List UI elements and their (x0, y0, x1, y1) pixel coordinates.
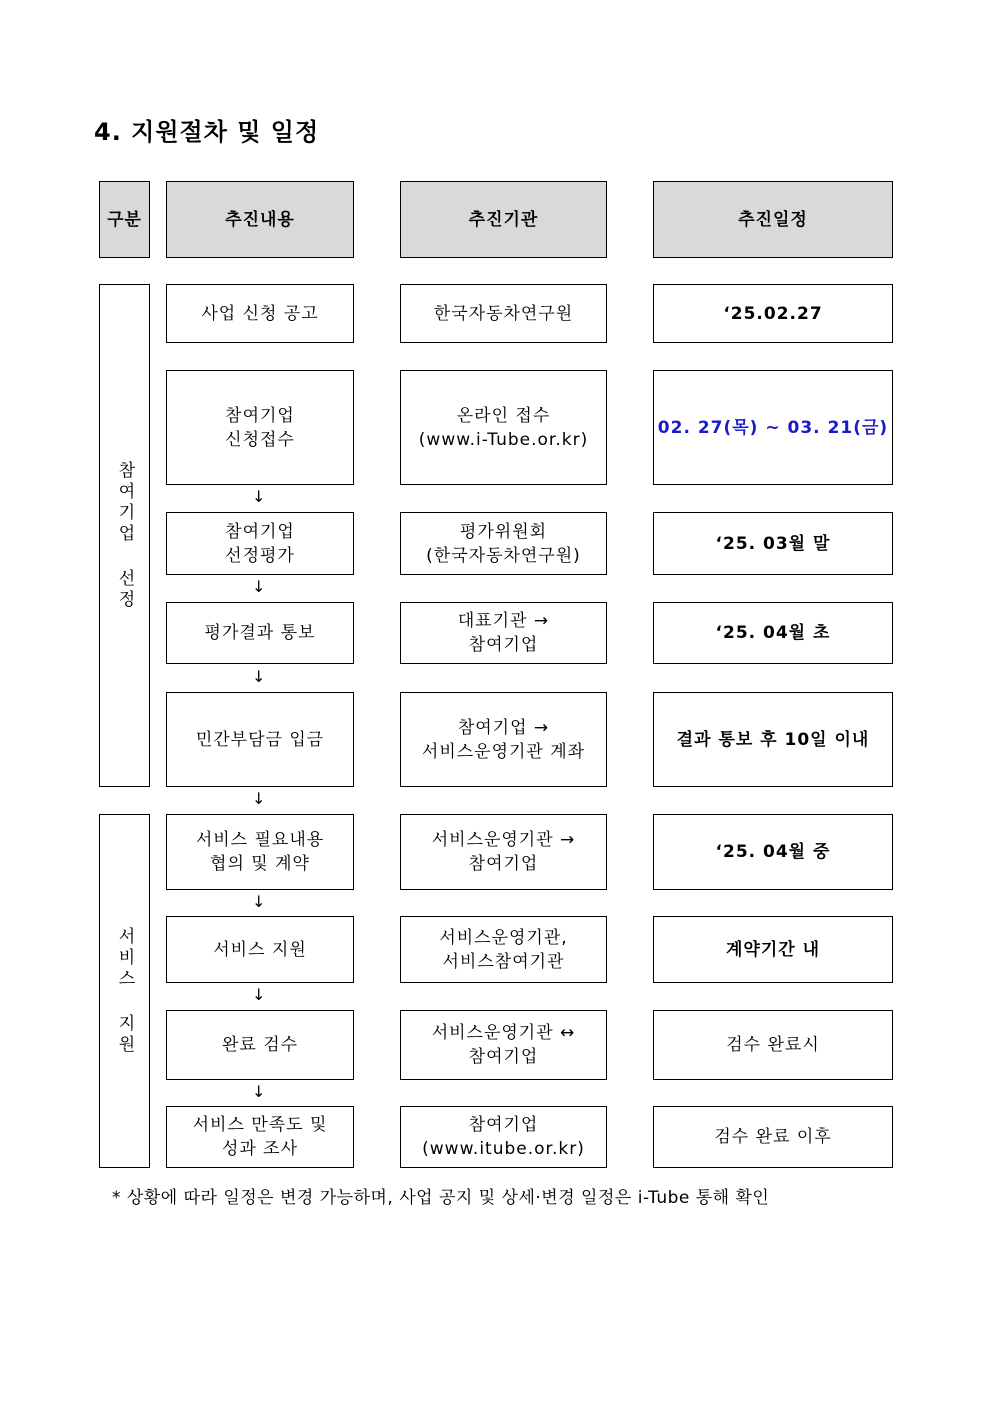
step-content: 사업 신청 공고 (166, 284, 354, 343)
step-content: 참여기업 신청접수 (166, 370, 354, 485)
step-schedule: 결과 통보 후 10일 이내 (653, 692, 893, 787)
step-schedule: 검수 완료시 (653, 1010, 893, 1080)
step-content: 민간부담금 입금 (166, 692, 354, 787)
header-schedule: 추진일정 (653, 181, 893, 258)
step-content: 완료 검수 (166, 1010, 354, 1080)
group-label: 참여기업 선정 (114, 460, 135, 611)
down-arrow-icon: ↓ (252, 487, 266, 506)
step-content: 평가결과 통보 (166, 602, 354, 664)
step-organization: 온라인 접수 (www.i-Tube.or.kr) (400, 370, 607, 485)
step-schedule: ‘25. 04월 중 (653, 814, 893, 890)
step-organization: 서비스운영기관, 서비스참여기관 (400, 916, 607, 983)
step-schedule: 02. 27(목) ~ 03. 21(금) (653, 370, 893, 485)
step-organization: 서비스운영기관 ↔ 참여기업 (400, 1010, 607, 1080)
step-organization: 참여기업 (www.itube.or.kr) (400, 1106, 607, 1168)
group-selection (99, 284, 150, 787)
step-organization: 한국자동차연구원 (400, 284, 607, 343)
step-schedule: ‘25. 03월 말 (653, 512, 893, 575)
step-schedule: 검수 완료 이후 (653, 1106, 893, 1168)
down-arrow-icon: ↓ (252, 985, 266, 1004)
step-schedule: ‘25. 04월 초 (653, 602, 893, 664)
group-service (99, 814, 150, 1168)
step-organization: 서비스운영기관 → 참여기업 (400, 814, 607, 890)
step-organization: 참여기업 → 서비스운영기관 계좌 (400, 692, 607, 787)
header-content: 추진내용 (166, 181, 354, 258)
step-organization: 대표기관 → 참여기업 (400, 602, 607, 664)
step-schedule: ‘25.02.27 (653, 284, 893, 343)
group-label: 서비스 지원 (114, 926, 135, 1056)
step-content: 서비스 지원 (166, 916, 354, 983)
step-content: 서비스 만족도 및 성과 조사 (166, 1106, 354, 1168)
down-arrow-icon: ↓ (252, 667, 266, 686)
header-category: 구분 (99, 181, 150, 258)
step-content: 참여기업 선정평가 (166, 512, 354, 575)
section-title: 4. 지원절차 및 일정 (94, 118, 320, 146)
down-arrow-icon: ↓ (252, 789, 266, 808)
step-content: 서비스 필요내용 협의 및 계약 (166, 814, 354, 890)
down-arrow-icon: ↓ (252, 577, 266, 596)
footnote: * 상황에 따라 일정은 변경 가능하며, 사업 공지 및 상세·변경 일정은 i-Tube 통해 확인 (112, 1188, 770, 1208)
header-organization: 추진기관 (400, 181, 607, 258)
down-arrow-icon: ↓ (252, 892, 266, 911)
step-schedule: 계약기간 내 (653, 916, 893, 983)
step-organization: 평가위원회 (한국자동차연구원) (400, 512, 607, 575)
down-arrow-icon: ↓ (252, 1082, 266, 1101)
